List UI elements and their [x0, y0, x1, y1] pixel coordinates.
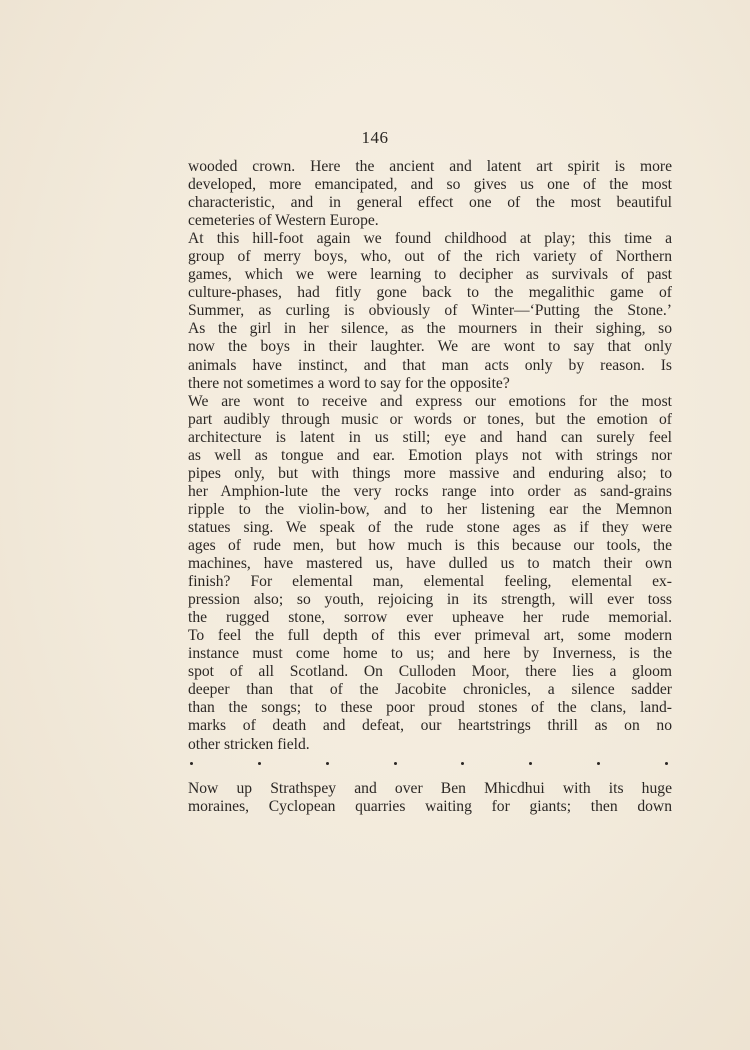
paragraphs	[188, 158, 672, 754]
text-line: moraines, Cyclopean quarries waiting for giants; then down	[188, 797, 672, 815]
text-line: pipes only, but with things more massive and enduring also; to	[188, 464, 672, 482]
text-line: cemeteries of Western Europe.	[188, 212, 379, 230]
text-line: the rugged stone, sorrow ever upheave her rude memorial.	[188, 609, 672, 627]
text-line: deeper than that of the Jacobite chronicles, a silence sadder	[188, 681, 672, 699]
text-line: As the girl in her silence, as the mourners in their sighing, so	[188, 320, 672, 338]
text-line: characteristic, and in general effect one of the most beautiful	[188, 194, 672, 212]
paragraph	[188, 230, 672, 392]
ellipsis-dot	[190, 762, 193, 765]
text-line: marks of death and defeat, our heartstrings thrill as on no	[188, 717, 672, 735]
ellipsis-dot	[529, 762, 532, 765]
text-line: instance must come home to us; and here by Inverness, is the	[188, 645, 672, 663]
text-line: finish? For elemental man, elemental feeling, elemental ex-	[188, 573, 672, 591]
text-line: statues sing. We speak of the rude stone ages as if they were	[188, 518, 672, 536]
closing-paragraph	[188, 780, 672, 816]
ellipsis-dot	[258, 762, 261, 765]
text-line: than the songs; to these poor proud stones of the clans, land-	[188, 699, 672, 717]
ellipsis-dot	[326, 762, 329, 765]
text-line: pression also; so youth, rejoicing in its strength, will ever toss	[188, 591, 672, 609]
text-line: developed, more emancipated, and so gives us one of the most	[188, 176, 672, 194]
text-line: Summer, as curling is obviously of Winter—‘Putting the Stone.’	[188, 302, 672, 320]
text-line: culture-phases, had fitly gone back to the megalithic game of	[188, 284, 672, 302]
page-number: 146	[361, 128, 389, 147]
text-line: her Amphion-lute the very rocks range into order as sand-grains	[188, 482, 672, 500]
text-line: part audibly through music or words or tones, but the emotion of	[188, 410, 672, 428]
ellipsis-dot	[394, 762, 397, 765]
text-line: now the boys in their laughter. We are wont to say that only	[188, 338, 672, 356]
text-line: wooded crown. Here the ancient and latent art spirit is more	[188, 158, 672, 175]
text-line: as well as tongue and ear. Emotion plays not with strings nor	[188, 446, 672, 464]
section-break-dots	[188, 755, 672, 773]
text-line: At this hill-foot again we found childhood at play; this time a	[188, 230, 672, 248]
paragraph	[188, 393, 672, 754]
text-line: Now up Strathspey and over Ben Mhicdhui with its huge	[188, 779, 672, 797]
body-text	[188, 158, 672, 816]
text-line: there not sometimes a word to say for the opposite?	[188, 374, 510, 392]
text-line: machines, have mastered us, have dulled us to match their own	[188, 555, 672, 573]
text-line: animals have instinct, and that man acts only by reason. Is	[188, 356, 672, 374]
text-line: other stricken field.	[188, 735, 310, 753]
text-line: ages of rude men, but how much is this because our tools, the	[188, 536, 672, 554]
text-line: group of merry boys, who, out of the rich variety of Northern	[188, 248, 672, 266]
text-line: games, which we were learning to decipher as survivals of past	[188, 266, 672, 284]
text-line: architecture is latent in us still; eye and hand can surely feel	[188, 428, 672, 446]
paragraph	[188, 158, 672, 230]
ellipsis-dot	[665, 762, 668, 765]
ellipsis-dot	[461, 762, 464, 765]
text-line: We are wont to receive and express our emotions for the most	[188, 392, 672, 410]
text-line: To feel the full depth of this ever primeval art, some modern	[188, 627, 672, 645]
ellipsis-dot	[597, 762, 600, 765]
text-line: spot of all Scotland. On Culloden Moor, there lies a gloom	[188, 663, 672, 681]
text-line: ripple to the violin-bow, and to her listening ear the Memnon	[188, 500, 672, 518]
